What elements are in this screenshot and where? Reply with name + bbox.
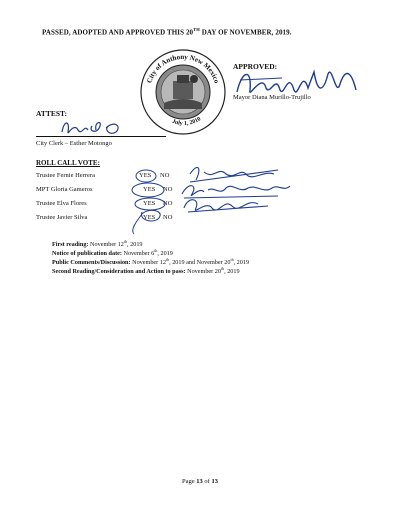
member-name: MPT Gloria Gameros [36, 186, 93, 193]
roll-call-row [36, 172, 95, 179]
vote-no: NO [163, 214, 173, 221]
member-signature-icon [182, 186, 290, 198]
page-footer [0, 478, 400, 485]
reading-sup: th [123, 239, 128, 244]
reading-sup: th [230, 257, 234, 262]
member-name: Trustee Elva Flores [36, 200, 87, 207]
clerk-signature-icon [58, 116, 128, 138]
footer-prefix: Page [182, 478, 197, 485]
vote-no: NO [163, 200, 173, 207]
vote-yes: YES [143, 214, 156, 221]
seal-date-text: July 1, 2010 [171, 116, 203, 128]
city-seal-icon [138, 47, 228, 137]
member-signature-icon [184, 200, 268, 212]
attest-signature-line [36, 136, 166, 137]
yes-circle-mark [135, 198, 165, 210]
approved-label: APPROVED: [233, 62, 278, 71]
member-signature-icon [190, 167, 278, 182]
reading-date: November 20 [185, 268, 221, 276]
reading-label: Public Comments/Discussion: [52, 259, 131, 267]
yes-circle-mark [132, 183, 164, 197]
vote-yes: YES [139, 172, 152, 179]
vote-yes: YES [143, 186, 156, 193]
roll-call-row [36, 214, 87, 221]
current-page: 13 [196, 478, 203, 485]
heading-text: PASSED, ADOPTED AND APPROVED THIS 20 [42, 28, 194, 37]
reading-line [52, 239, 143, 248]
reading-rest: , 2019 [157, 250, 173, 258]
reading-rest: , 2019 and November 20 [169, 259, 231, 267]
roll-call-title: ROLL CALL VOTE: [36, 159, 100, 167]
vote-no: NO [163, 186, 173, 193]
reading-rest: , 2019 [127, 241, 143, 249]
reading-label: Notice of publication date: [52, 250, 122, 258]
reading-line [52, 248, 173, 257]
reading-line [52, 266, 240, 275]
member-name: Trustee Fernie Herrera [36, 172, 95, 179]
vote-no: NO [160, 172, 170, 179]
reading-date: November 12 [130, 259, 166, 267]
reading-line [52, 257, 249, 266]
reading-rest: , 2019 [233, 259, 250, 267]
attest-label: ATTEST: [36, 109, 67, 118]
vote-yes: YES [143, 200, 156, 207]
roll-call-row [36, 186, 93, 193]
total-pages: 13 [211, 478, 218, 485]
footer-middle: of [202, 478, 212, 485]
reading-rest: , 2019 [224, 268, 240, 276]
reading-label: First reading: [52, 241, 89, 249]
member-name: Trustee Javier Silva [36, 214, 88, 221]
seal-top-text: City of Anthony New Mexico [145, 52, 221, 85]
clerk-signer: City Clerk – Esther Motongo [36, 140, 112, 147]
roll-call-markings [128, 160, 328, 230]
mayor-signer: Mayor Diana Murillo-Trujillo [233, 94, 311, 101]
heading-suffix: DAY OF NOVEMBER, 2019. [199, 28, 292, 37]
reading-sup: th [154, 248, 158, 253]
yes-circle-mark [133, 210, 160, 234]
reading-label: Second Reading/Consideration and Action to pass: [52, 268, 186, 276]
resolution-heading [42, 27, 292, 36]
reading-sup: th [165, 257, 170, 262]
reading-date: November 6 [121, 250, 155, 258]
heading-sup: TH [193, 27, 200, 32]
reading-date: November 12 [88, 241, 124, 249]
roll-call-row [36, 200, 87, 207]
yes-circle-mark [136, 170, 156, 182]
reading-sup: th [220, 266, 225, 271]
